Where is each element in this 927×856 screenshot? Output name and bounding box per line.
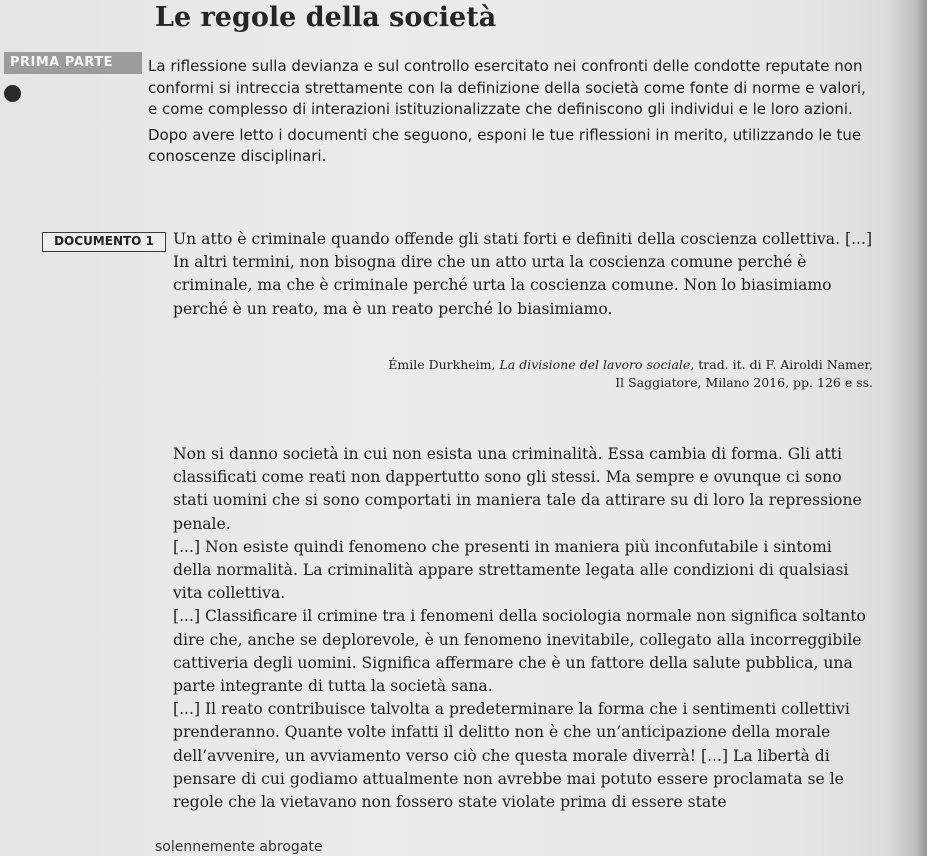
citation-author: Émile Durkheim, <box>388 357 500 372</box>
section-intro <box>148 56 870 168</box>
page-binding-shadow <box>889 0 927 856</box>
citation-work-title: La divisione del lavoro sociale <box>499 357 691 372</box>
quote-paragraph: Un atto è criminale quando offende gli stati forti e definiti della coscienza collettiva. [...] In altri termini, non bisogna dire che un atto urta la coscienza comune perché è criminale, ma che è criminale perché urta la coscienza comune. Non lo biasimiamo perché è un reato, ma è un reato perché lo biasimiamo. <box>173 230 873 318</box>
body-paragraph: [...] Classificare il crimine tra i fenomeni della sociologia normale non significa soltanto dire che, anche se deplorevole, è un fenomeno inevitabile, collegato alla incorreggibile cattiveria degli uomini. Significa affermare che è un fattore della salute pubblica, una parte integrante di tutta la società sana. <box>173 607 866 696</box>
citation-details: , trad. it. di F. Airoldi Namer, <box>690 357 873 372</box>
document-quote <box>173 228 873 321</box>
citation <box>173 356 873 392</box>
citation-line-1 <box>173 356 873 374</box>
intro-paragraph: Dopo avere letto i documenti che seguono, esponi le tue riflessioni in merito, utilizzando le tue conoscenze disciplinari. <box>148 125 862 165</box>
document-badge: DOCUMENTO 1 <box>42 232 166 252</box>
section-badge: PRIMA PARTE <box>4 52 142 74</box>
document-body <box>173 443 873 814</box>
intro-paragraph: La riflessione sulla devianza e sul controllo esercitato nei confronti delle condotte reputate non conformi si intreccia strettamente con la definizione della società come fonte di norme e valori, e come complesso di interazioni istituzionalizzate che definiscono gli individui e le loro azioni. <box>148 57 866 118</box>
page-title: Le regole della società <box>155 2 497 33</box>
section-marker-dot <box>4 85 21 102</box>
citation-line-2: Il Saggiatore, Milano 2016, pp. 126 e ss. <box>615 375 873 390</box>
body-paragraph: [...] Non esiste quindi fenomeno che presenti in maniera più inconfutabile i sintomi della normalità. La criminalità appare strettamente legata alle condizioni di qualsiasi vita collettiva. <box>173 537 849 603</box>
body-paragraph: Non si danno società in cui non esista una criminalità. Essa cambia di forma. Gli atti classificati come reati non dappertutto sono gli stessi. Ma sempre e ovunque ci sono stati uomini che si sono comportati in maniera tale da attirare su di loro la repressione penale. <box>173 445 862 533</box>
body-paragraph: [...] Il reato contribuisce talvolta a predeterminare la forma che i sentimenti collettivi prenderanno. Quante volte infatti il delitto non è che un’anticipazione della morale dell’avvenire, un avviamento verso ciò che questa morale diverrà! [...] La libertà di pensare di cui godiamo attualmente non avrebbe mai potuto essere proclamata se le regole che la vietavano non fossero state violate prima di essere state <box>173 700 850 812</box>
cut-off-text: solennemente abrogate <box>155 839 323 855</box>
